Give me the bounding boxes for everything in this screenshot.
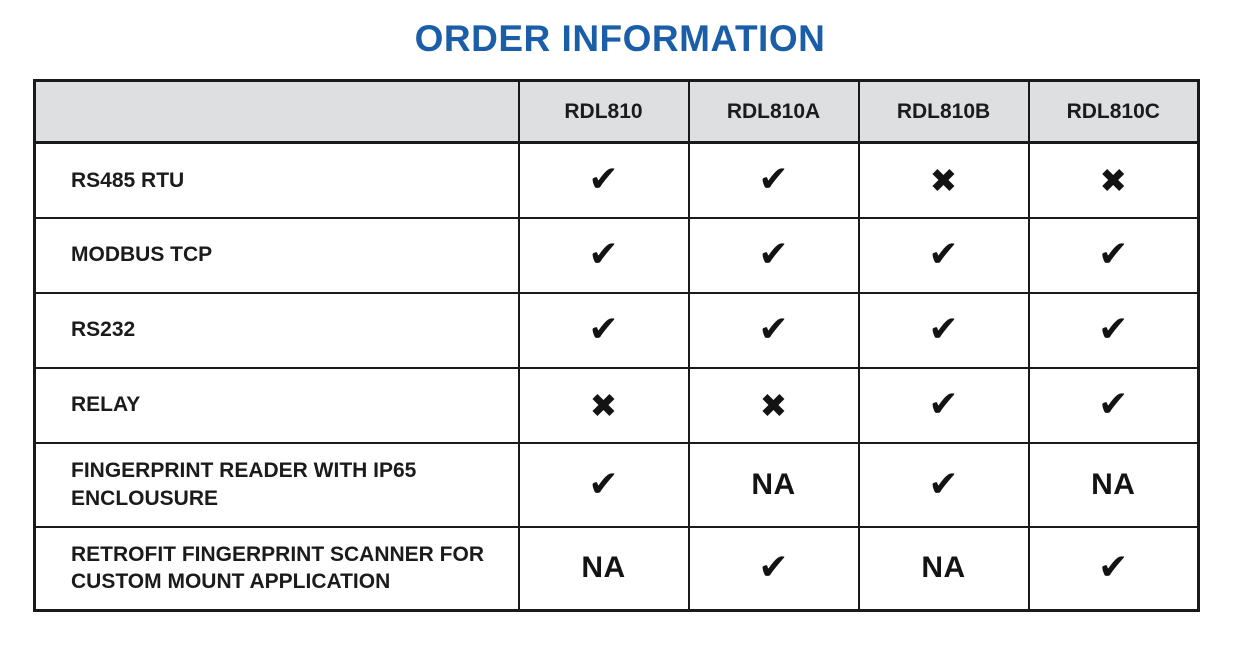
check-icon: ✔ (928, 384, 959, 425)
header-cell-model: RDL810B (859, 81, 1029, 143)
check-icon: ✔ (758, 159, 789, 201)
check-icon: ✔ (928, 309, 959, 350)
row-label: RETROFIT FINGERPRINT SCANNER FOR CUSTOM MOUNT APPLICATION (35, 527, 519, 611)
check-icon: ✔ (758, 234, 789, 275)
table-header (35, 81, 1199, 143)
check-icon: ✔ (1098, 384, 1129, 425)
cell-mark (689, 527, 859, 611)
check-icon: ✔ (758, 309, 789, 350)
header-cell-model: RDL810 (519, 81, 689, 143)
check-icon: ✔ (588, 309, 619, 350)
page-title: ORDER INFORMATION (414, 18, 826, 59)
cell-mark (689, 443, 859, 527)
cross-icon: ✖ (1099, 160, 1128, 200)
row-label: FINGERPRINT READER WITH IP65 ENCLOUSURE (35, 443, 519, 527)
cell-mark (519, 293, 689, 368)
cell-mark (859, 443, 1029, 527)
cell-mark (689, 218, 859, 293)
cell-mark (519, 143, 689, 218)
order-information-table (33, 79, 1200, 612)
cell-mark (859, 218, 1029, 293)
na-text: NA (751, 467, 796, 501)
check-icon: ✔ (588, 159, 619, 201)
cell-mark (859, 143, 1029, 218)
check-icon: ✔ (588, 463, 619, 505)
table-row (35, 143, 1199, 218)
cell-mark (859, 368, 1029, 443)
cell-mark (1029, 443, 1199, 527)
check-icon: ✔ (1098, 547, 1129, 589)
cell-mark (519, 443, 689, 527)
check-icon: ✔ (758, 547, 789, 589)
row-label: RS485 RTU (35, 143, 519, 218)
table-row (35, 293, 1199, 368)
cell-mark (689, 143, 859, 218)
header-row (35, 81, 1199, 143)
table-row (35, 368, 1199, 443)
cell-mark (859, 293, 1029, 368)
check-icon: ✔ (928, 463, 959, 505)
header-cell-model: RDL810C (1029, 81, 1199, 143)
cell-mark (689, 368, 859, 443)
cell-mark (519, 368, 689, 443)
row-label: MODBUS TCP (35, 218, 519, 293)
check-icon: ✔ (1098, 234, 1129, 275)
header-cell-empty (35, 81, 519, 143)
table-row (35, 218, 1199, 293)
cell-mark (1029, 368, 1199, 443)
cross-icon: ✖ (589, 385, 618, 425)
na-text: NA (921, 551, 966, 585)
header-cell-model: RDL810A (689, 81, 859, 143)
cell-mark (519, 218, 689, 293)
cell-mark (1029, 143, 1199, 218)
na-text: NA (581, 551, 626, 585)
check-icon: ✔ (928, 234, 959, 275)
cell-mark (689, 293, 859, 368)
check-icon: ✔ (588, 234, 619, 275)
cell-mark (519, 527, 689, 611)
table-row (35, 527, 1199, 611)
cell-mark (1029, 218, 1199, 293)
cross-icon: ✖ (929, 160, 958, 200)
cell-mark (859, 527, 1029, 611)
table-row (35, 443, 1199, 527)
cell-mark (1029, 527, 1199, 611)
row-label: RELAY (35, 368, 519, 443)
check-icon: ✔ (1098, 309, 1129, 350)
cross-icon: ✖ (759, 385, 788, 425)
cell-mark (1029, 293, 1199, 368)
na-text: NA (1091, 467, 1136, 501)
row-label: RS232 (35, 293, 519, 368)
table-body (35, 143, 1199, 611)
